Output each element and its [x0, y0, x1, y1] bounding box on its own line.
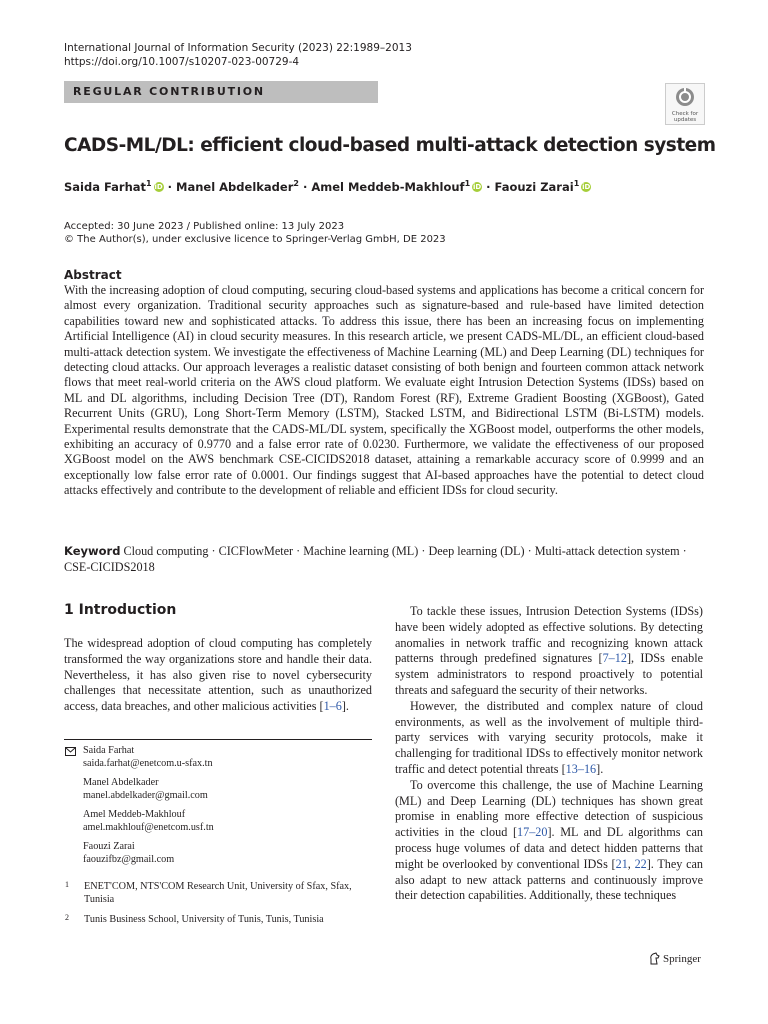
abstract-text: With the increasing adoption of cloud computing, securing cloud-based systems and applications has become a critical concern for almost every organization. Traditional security approaches such as signature-based and rule-based have limited detection capabilities toward new and sophisticated attacks. To address this issue, there has been an increasing focus on implementing Artificial Intelligence (AI) in cloud security measures. In this research article, we present CADS-ML/DL, an efficient cloud-based multi-attack detection system. We investigate the effectiveness of Machine Learning (ML) and Deep Learning (DL) techniques for detecting cloud attacks. Our approach leverages a realistic dataset consisting of both benign and fourteen common attack network flows that meet real-world criteria on the AWS cloud platform. We evaluate eight Intrusion Detection Systems (IDSs) based on ML and DL algorithms, including Decision Tree (DT), Random Forest (RF), Extreme Gradient Boosting (XGBoost), Gated Recurrent Units (GRU), Long Short-Term Memory (LSTM), Stacked LSTM, and Bidirectional LSTM (Bi-LSTM) models. Experimental results demonstrate that the CADS-ML/DL system, specifically the XGBoost model, outperforms the other models, exhibiting an accuracy of 0.9770 and a false error rate of 0.0230. Furthermore, we validate the effectiveness of our proposed XGBoost model on the AWS benchmark CSE-CICIDS2018 dataset, attaining a remarkable accuracy score of 0.9999 and an exceptionally low false error rate of 0.0001. Our findings suggest that AI-based approaches have the potential to detect cloud attacks effectively and contribute to the development of reliable and efficient IDSs for cloud security. [64, 283, 704, 498]
contact-entry [83, 777, 214, 802]
author-3[interactable]: Amel Meddeb-Makhlouf$^1$ iD [311, 179, 482, 194]
keywords-label: Keyword [64, 544, 121, 558]
check-for-updates-badge[interactable] [665, 83, 705, 125]
contact-name: Manel Abdelkader [83, 777, 159, 788]
affiliation-text: ENET'COM, NTS'COM Research Unit, University of Sfax, Sfax, Tunisia [84, 881, 352, 905]
affiliation-number: 1 [65, 880, 69, 889]
right-column [395, 604, 703, 904]
citation-link[interactable]: 7–12 [602, 651, 627, 666]
orcid-icon[interactable]: iD [582, 183, 591, 192]
affiliation-number: 2 [65, 913, 69, 922]
section-heading: 1 Introduction [64, 602, 177, 618]
publication-dates [64, 220, 446, 246]
citation-link[interactable]: 1–6 [323, 699, 342, 714]
intro-paragraph: The widespread adoption of cloud computing has completely transformed the way organizations store and handle their data. Nevertheless, it has also given rise to novel cybersecurity challenges that necessitate attention, such as unauthorized access, data breaches, and other malicious activities [1–6]. [64, 636, 372, 714]
contact-name: Saida Farhat [83, 745, 135, 756]
contact-email[interactable]: amel.makhlouf@enetcom.usf.tn [83, 821, 214, 833]
affiliation-2 [64, 913, 364, 926]
citation-link[interactable]: 22 [634, 856, 647, 871]
orcid-icon[interactable]: iD [154, 183, 163, 192]
journal-citation [64, 41, 412, 69]
updates-label: updates [673, 117, 697, 123]
envelope-icon [65, 747, 76, 756]
keywords-text: Cloud computing · CICFlowMeter · Machine learning (ML) · Deep learning (DL) · Multi-attack detection system · CSE-CICIDS2018 [64, 544, 687, 574]
affiliation-1 [64, 880, 364, 906]
contact-entry [83, 809, 214, 834]
article-type-banner [64, 81, 378, 103]
author-1[interactable]: Saida Farhat$^1$ iD [64, 179, 163, 194]
citation-link[interactable]: 13–16 [565, 761, 597, 776]
author-list: Saida Farhat$^1$ iD · Manel Abdelkader$^2$ · Amel Meddeb-Makhlouf$^1$ iD · Faouzi Zarai$^1$ iD [64, 179, 591, 194]
abstract-heading: Abstract [64, 268, 122, 282]
check-updates-icon [675, 87, 695, 107]
paper-title: CADS-ML/DL: efficient cloud-based multi-attack detection system [64, 135, 716, 156]
springer-horse-icon [648, 952, 660, 965]
paragraph: However, the distributed and complex nature of cloud environments, as well as the involvement of multiple third-party services with varying security protocols, make it challenging for traditional IDSs to effectively monitor network traffic and detect potential threats [13–16]. [395, 698, 703, 776]
publisher-footer [648, 952, 701, 965]
orcid-icon[interactable]: iD [473, 183, 482, 192]
author-2[interactable]: Manel Abdelkader$^2$ [176, 179, 299, 194]
paragraph: To overcome this challenge, the use of Machine Learning (ML) and Deep Learning (DL) techniques has shown great promise in enabling more effective detection of suspicious activities in the cloud [17–20]. ML and DL algorithms can process huge volumes of data and detect hidden patterns that might be overlooked by conventional IDSs [21, 22]. They can also adapt to new attack patterns and continuously improve their detection capabilities. Additionally, these techniques [395, 777, 704, 903]
contact-list [83, 745, 214, 866]
copyright-line: © The Author(s), under exclusive licence to Springer-Verlag GmbH, DE 2023 [64, 234, 446, 245]
contact-email[interactable]: faouzifbz@gmail.com [83, 853, 175, 865]
contact-entry [83, 745, 214, 770]
citation-link[interactable]: 21 [615, 856, 628, 871]
contact-email[interactable]: saida.farhat@enetcom.u-sfax.tn [83, 757, 213, 769]
contact-name: Faouzi Zarai [83, 841, 135, 852]
article-type-label: REGULAR CONTRIBUTION [73, 85, 265, 98]
author-4[interactable]: Faouzi Zarai$^1$ iD [494, 179, 591, 194]
journal-info: International Journal of Information Security (2023) 22:1989–2013 [64, 42, 412, 54]
contact-entry [83, 841, 214, 866]
contact-email[interactable]: manel.abdelkader@gmail.com [83, 789, 208, 801]
paragraph: To tackle these issues, Intrusion Detection Systems (IDSs) have been widely adopted as effective solutions. By detecting anomalies in network traffic and recognizing known attack patterns through predefined signatures [7–12], IDSs enable system administrators to respond proactively to potential threats and safeguard the security of their networks. [395, 604, 703, 697]
publisher-name: Springer [663, 952, 701, 965]
doi-link[interactable]: https://doi.org/10.1007/s10207-023-00729-4 [64, 56, 300, 68]
affiliation-text: Tunis Business School, University of Tunis, Tunis, Tunisia [84, 914, 324, 925]
accepted-published: Accepted: 30 June 2023 / Published online: 13 July 2023 [64, 221, 345, 232]
citation-link[interactable]: 17–20 [517, 825, 548, 840]
check-label: Check for [671, 111, 699, 117]
contact-name: Amel Meddeb-Makhlouf [83, 809, 186, 820]
footnote-rule [64, 739, 372, 740]
keywords [64, 543, 704, 575]
